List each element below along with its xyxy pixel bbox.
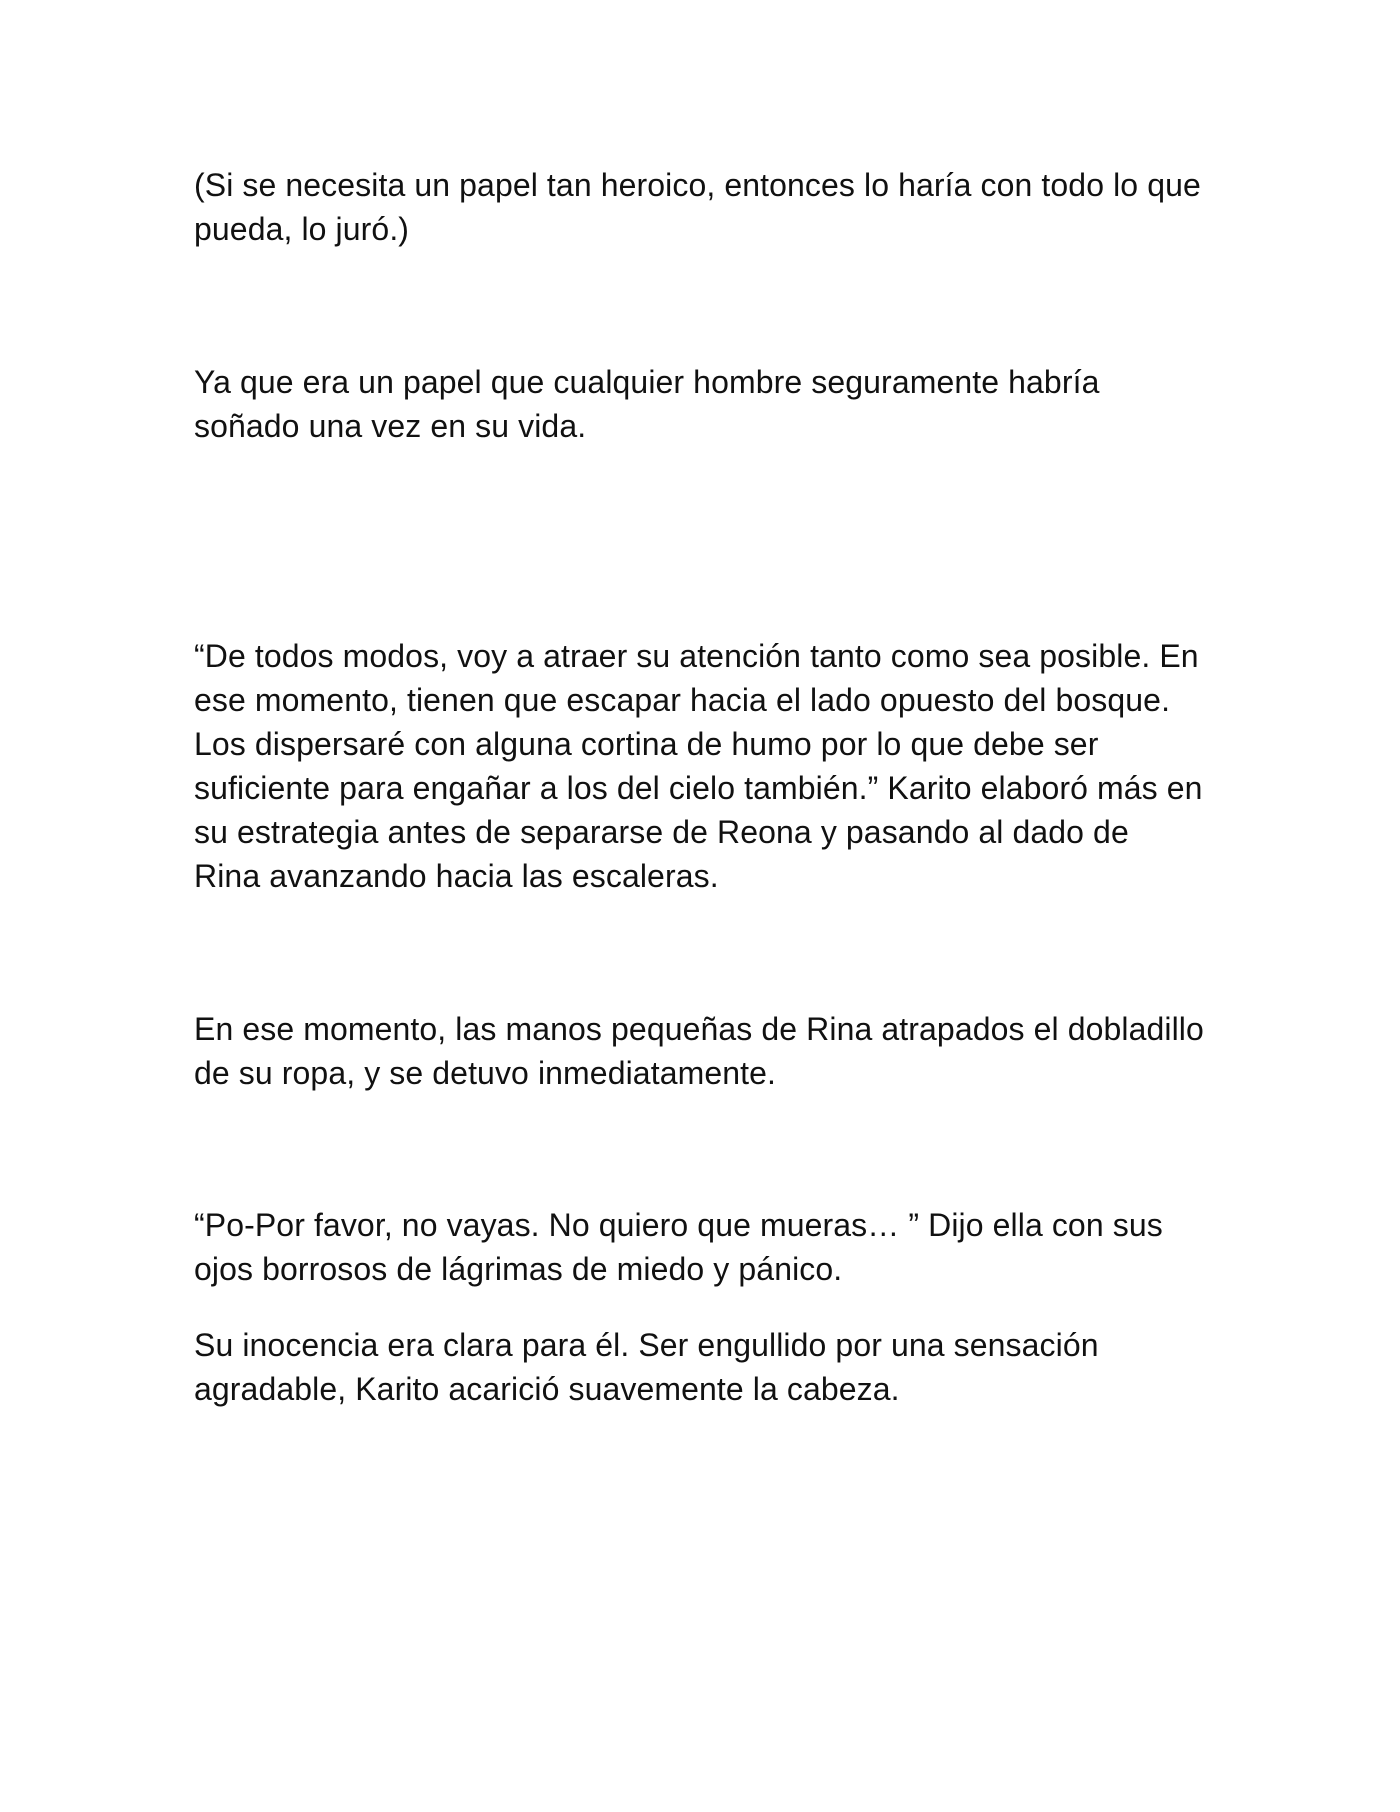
paragraph-dream-role: Ya que era un papel que cualquier hombre seguramente habría soñado una vez en su vida. — [194, 364, 1100, 444]
paragraph-rina-grabs: En ese momento, las manos pequeñas de Rina atrapados el dobladillo de su ropa, y se detuvo inmediatamente. — [194, 1011, 1204, 1091]
paragraph-innocence: Su inocencia era clara para él. Ser engullido por una sensación agradable, Karito acarició suavemente la cabeza. — [194, 1327, 1099, 1407]
paragraph-strategy: “De todos modos, voy a atraer su atención tanto como sea posible. En ese momento, tienen que escapar hacia el lado opuesto del bosque. Los dispersaré con alguna cortina de humo por lo que debe ser suficiente para engañar a los del cielo también.” Karito elaboró más en su estrategia antes de separarse de Reona y pasando al dado de Rina avanzando hacia las escaleras. — [194, 638, 1203, 894]
paragraph-please-dont-go: “Po-Por favor, no vayas. No quiero que mueras… ” Dijo ella con sus ojos borrosos de lágrimas de miedo y pánico. — [194, 1207, 1163, 1287]
paragraph-heroic-role: (Si se necesita un papel tan heroico, entonces lo haría con todo lo que pueda, lo juró.) — [194, 167, 1201, 247]
